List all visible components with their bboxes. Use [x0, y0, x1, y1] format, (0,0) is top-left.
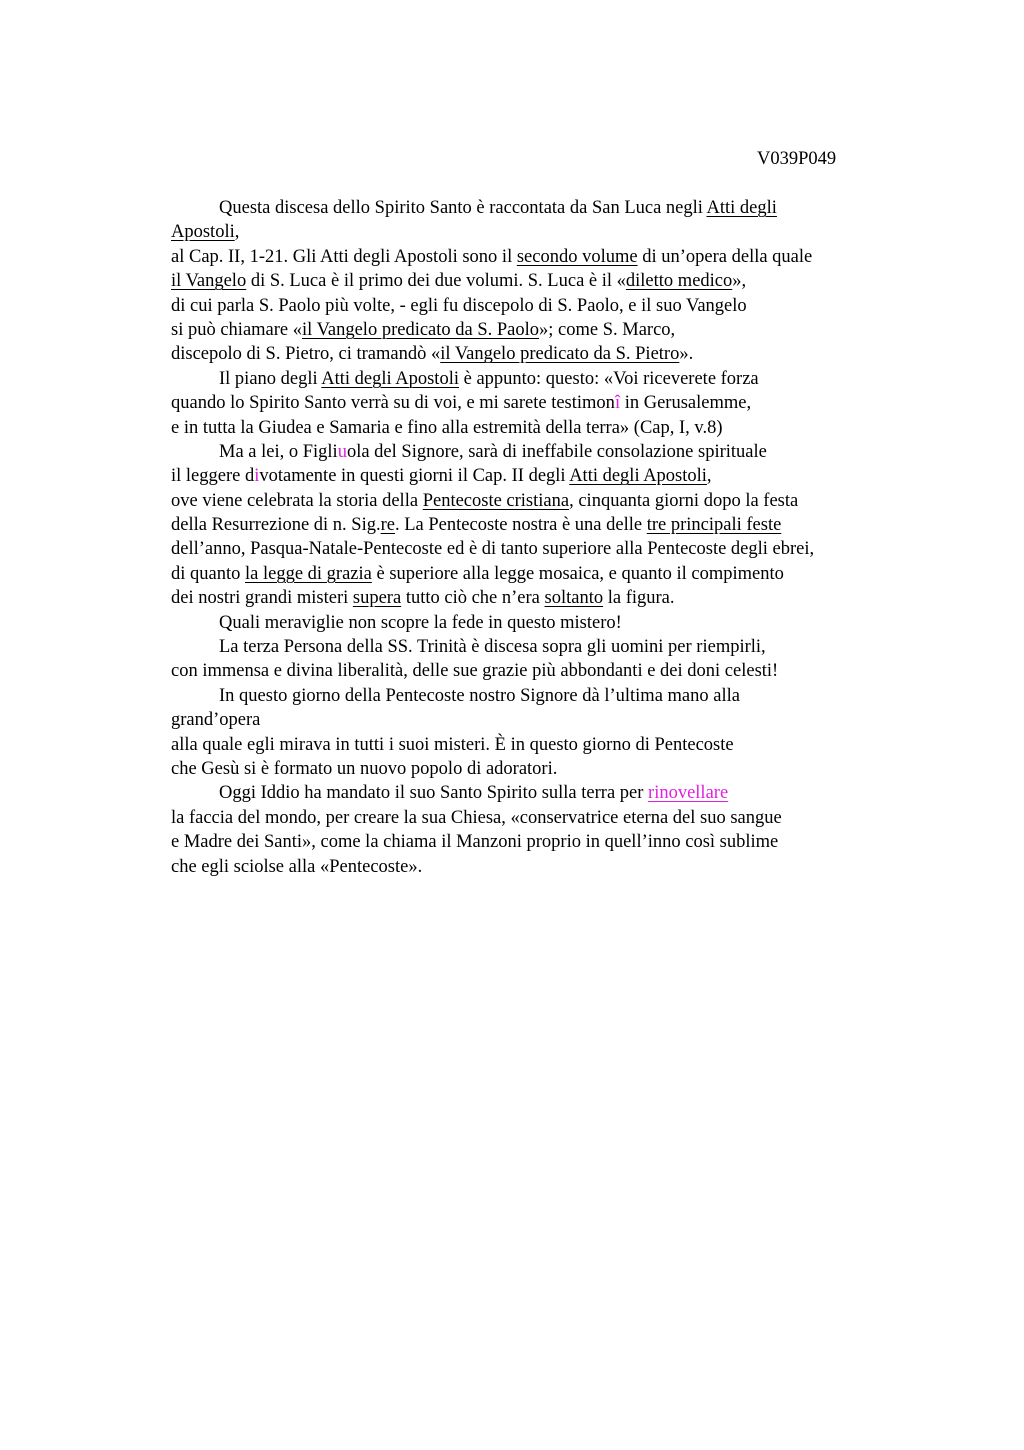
- body-text: [171, 196, 911, 879]
- text-segment: della Resurrezione di n. Sig.: [171, 515, 381, 536]
- text-line: [171, 855, 911, 879]
- underlined-text: supera: [352, 588, 402, 609]
- text-segment: dell’anno, Pasqua-Natale-Pentecoste ed è di tanto superiore alla Pentecoste degli ebrei,: [171, 539, 815, 560]
- text-segment: è superiore alla legge mosaica, e quanto il compimento: [371, 563, 784, 584]
- underlined-text: diletto medico: [625, 271, 733, 292]
- text-line: [171, 684, 911, 708]
- underlined-text: Atti degli Apostoli: [569, 466, 707, 487]
- highlighted-text: î: [614, 393, 621, 414]
- text-line: [171, 318, 911, 342]
- text-segment: votamente in questi giorni il Cap. II degli: [259, 466, 570, 487]
- underlined-text: Pentecoste cristiana: [422, 490, 570, 511]
- text-line: [171, 659, 911, 683]
- text-segment: Ma a lei, o Figli: [219, 441, 338, 462]
- underlined-text: la legge di grazia: [245, 563, 372, 584]
- text-segment: di S. Luca è il primo dei due volumi. S. Luca è il «: [246, 271, 626, 292]
- page-code: V039P049: [757, 149, 837, 169]
- text-segment: discepolo di S. Pietro, ci tramandò «: [171, 344, 441, 365]
- underlined-text: re: [380, 515, 395, 536]
- text-line: [171, 708, 911, 732]
- text-line: [171, 245, 911, 269]
- text-segment: il leggere d: [171, 466, 255, 487]
- text-line: [171, 440, 911, 464]
- text-line: [171, 464, 911, 488]
- text-segment: di un’opera della quale: [637, 246, 813, 267]
- text-line: [171, 733, 911, 757]
- text-line: [171, 537, 911, 561]
- text-line: [171, 611, 911, 635]
- underlined-text: il Vangelo predicato da S. Pietro: [440, 344, 680, 365]
- text-segment: »; come S. Marco,: [539, 319, 676, 340]
- text-segment: la figura.: [603, 588, 675, 609]
- text-segment: che egli sciolse alla «Pentecoste».: [171, 856, 423, 877]
- text-line: [171, 342, 911, 366]
- underlined-text: il Vangelo: [171, 271, 247, 292]
- text-segment: è appunto: questo: «Voi riceverete forza: [458, 368, 759, 389]
- text-line: [171, 196, 911, 220]
- text-segment: e Madre dei Santi», come la chiama il Manzoni proprio in quell’inno così sublime: [171, 832, 779, 853]
- text-line: [171, 367, 911, 391]
- text-segment: si può chiamare «: [171, 319, 302, 340]
- text-segment: La terza Persona della SS. Trinità è discesa sopra gli uomini per riempirli,: [219, 637, 766, 658]
- text-segment: Oggi Iddio ha mandato il suo Santo Spirito sulla terra per: [219, 783, 649, 804]
- text-segment: quando lo Spirito Santo verrà su di voi, e mi sarete testimon: [171, 393, 615, 414]
- text-segment: che Gesù si è formato un nuovo popolo di adoratori.: [171, 758, 558, 779]
- text-segment: »,: [732, 271, 747, 292]
- underlined-text: rinovellare: [648, 783, 729, 804]
- underlined-text: tre principali feste: [646, 515, 782, 536]
- text-segment: In questo giorno della Pentecoste nostro Signore dà l’ultima mano alla: [219, 685, 740, 706]
- text-segment: Il piano degli: [219, 368, 322, 389]
- text-line: [171, 489, 911, 513]
- text-segment: grand’opera: [171, 710, 261, 731]
- text-line: [171, 781, 911, 805]
- text-line: [171, 757, 911, 781]
- text-segment: in Gerusalemme,: [620, 393, 752, 414]
- text-line: [171, 586, 911, 610]
- text-segment: alla quale egli mirava in tutti i suoi misteri. È in questo giorno di Pentecoste: [171, 734, 734, 755]
- text-segment: la faccia del mondo, per creare la sua Chiesa, «conservatrice eterna del suo sangue: [171, 807, 782, 828]
- text-line: [171, 220, 911, 244]
- text-segment: con immensa e divina liberalità, delle sue grazie più abbondanti e dei doni celesti!: [171, 661, 779, 682]
- text-line: [171, 635, 911, 659]
- text-segment: al Cap. II, 1-21. Gli Atti degli Apostoli sono il: [171, 246, 517, 267]
- underlined-text: secondo volume: [516, 246, 638, 267]
- text-line: [171, 830, 911, 854]
- text-line: [171, 269, 911, 293]
- highlighted-text: i: [254, 466, 260, 487]
- underlined-text: Apostoli: [171, 222, 235, 243]
- text-segment: , cinquanta giorni dopo la festa: [569, 490, 799, 511]
- text-segment: . La Pentecoste nostra è una delle: [395, 515, 647, 536]
- text-segment: Quali meraviglie non scopre la fede in questo mistero!: [219, 612, 622, 633]
- text-segment: ».: [679, 344, 694, 365]
- text-line: [171, 562, 911, 586]
- text-segment: ,: [234, 222, 240, 243]
- underlined-text: il Vangelo predicato da S. Paolo: [302, 319, 540, 340]
- text-line: [171, 391, 911, 415]
- text-line: [171, 416, 911, 440]
- text-line: [171, 513, 911, 537]
- underlined-text: Atti degli Apostoli: [321, 368, 459, 389]
- text-line: [171, 806, 911, 830]
- text-segment: di quanto: [171, 563, 245, 584]
- text-segment: dei nostri grandi misteri: [171, 588, 353, 609]
- text-segment: ,: [706, 466, 712, 487]
- text-segment: ola del Signore, sarà di ineffabile consolazione spirituale: [346, 441, 767, 462]
- underlined-text: Atti degli: [706, 198, 777, 218]
- underlined-text: soltanto: [544, 588, 604, 609]
- text-segment: e in tutta la Giudea e Samaria e fino alla estremità della terra» (Cap, I, v.8): [171, 417, 723, 438]
- text-segment: tutto ciò che n’era: [401, 588, 545, 609]
- text-line: [171, 294, 911, 318]
- text-segment: Questa discesa dello Spirito Santo è raccontata da San Luca negli: [219, 198, 707, 218]
- text-segment: ove viene celebrata la storia della: [171, 490, 423, 511]
- text-segment: di cui parla S. Paolo più volte, - egli fu discepolo di S. Paolo, e il suo Vangelo: [171, 295, 747, 316]
- highlighted-text: u: [337, 441, 347, 462]
